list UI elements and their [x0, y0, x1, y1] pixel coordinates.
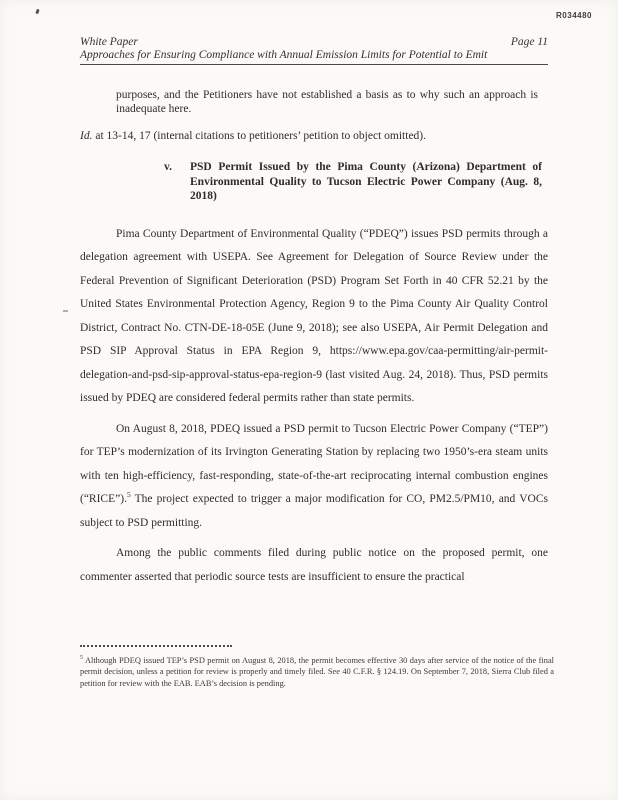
footnote-marker: 5	[80, 655, 83, 662]
page-header	[80, 36, 548, 65]
footnote-reference: 5	[126, 490, 131, 500]
footnote	[80, 655, 554, 689]
scan-artifact	[63, 310, 68, 312]
citation-rest: at 13-14, 17 (internal citations to petitioners’ petition to object omitted).	[92, 130, 426, 142]
footnote-text: Although PDEQ issued TEP’s PSD permit on August 8, 2018, the permit becomes effective 30 days after service of the notice of the final permit decision, unless a petition for review is properly and timely filed. See 40 C.F.R. § 124.19. On September 7, 2018, Sierra Club filed a petition for review with the EAB. EAB’s decision is pending.	[80, 656, 555, 688]
paragraph-text: On August 8, 2018, PDEQ issued a PSD permit to Tucson Electric Power Company (“TEP”) for TEP’s modernization of its Irvington Generating Station by replacing two 1950’s-era steam units with ten high-efficiency, fast-responding, state-of-the-art reciprocating internal combustion engines (“RICE”).	[80, 422, 548, 505]
footnote-area	[80, 645, 554, 689]
section-heading	[80, 160, 548, 204]
section-title: PSD Permit Issued by the Pima County (Arizona) Department of Environmental Quality to Tucson Electric Power Company (Aug. 8, 2018)	[190, 161, 542, 202]
document-body	[80, 88, 548, 596]
scan-artifact	[35, 9, 39, 15]
section-number: v.	[164, 161, 172, 173]
footnote-separator	[80, 645, 232, 647]
paragraph-text: The project expected to trigger a major modification for CO, PM2.5/PM10, and VOCs subject to PSD permitting.	[80, 493, 548, 529]
citation-id: Id.	[80, 130, 93, 142]
bates-stamp: R034480	[556, 11, 592, 20]
citation-line	[80, 129, 548, 143]
block-quote: purposes, and the Petitioners have not established a basis as to why such an approach is inadequate here.	[116, 89, 538, 115]
header-row	[80, 36, 548, 48]
document-title: White Paper	[80, 36, 138, 48]
page-number: Page 11	[510, 36, 548, 48]
paragraph: Among the public comments filed during public notice on the proposed permit, one commenter asserted that periodic source tests are insufficient to ensure the practical	[80, 547, 548, 583]
paragraph: Pima County Department of Environmental Quality (“PDEQ”) issues PSD permits through a delegation agreement with USEPA. See Agreement for Delegation of Source Review under the Federal Prevention of Significant Deterioration (PSD) Program Set Forth in 40 CFR 52.21 by the United States Environmental Protection Agency, Region 9 to the Pima County Air Quality Control District, Contract No. CTN-DE-18-05E (June 9, 2018); see also USEPA, Air Permit Delegation and PSD SIP Approval Status in EPA Region 9, https://www.epa.gov/caa-permitting/air-permit-delegation-and-psd-sip-approval-status-epa-region-9 (last visited Aug. 24, 2018). Thus, PSD permits issued by PDEQ are considered federal permits rather than state permits.	[80, 227, 548, 404]
paragraph	[80, 418, 548, 536]
document-subtitle: Approaches for Ensuring Compliance with Annual Emission Limits for Potential to Emit	[80, 49, 488, 61]
